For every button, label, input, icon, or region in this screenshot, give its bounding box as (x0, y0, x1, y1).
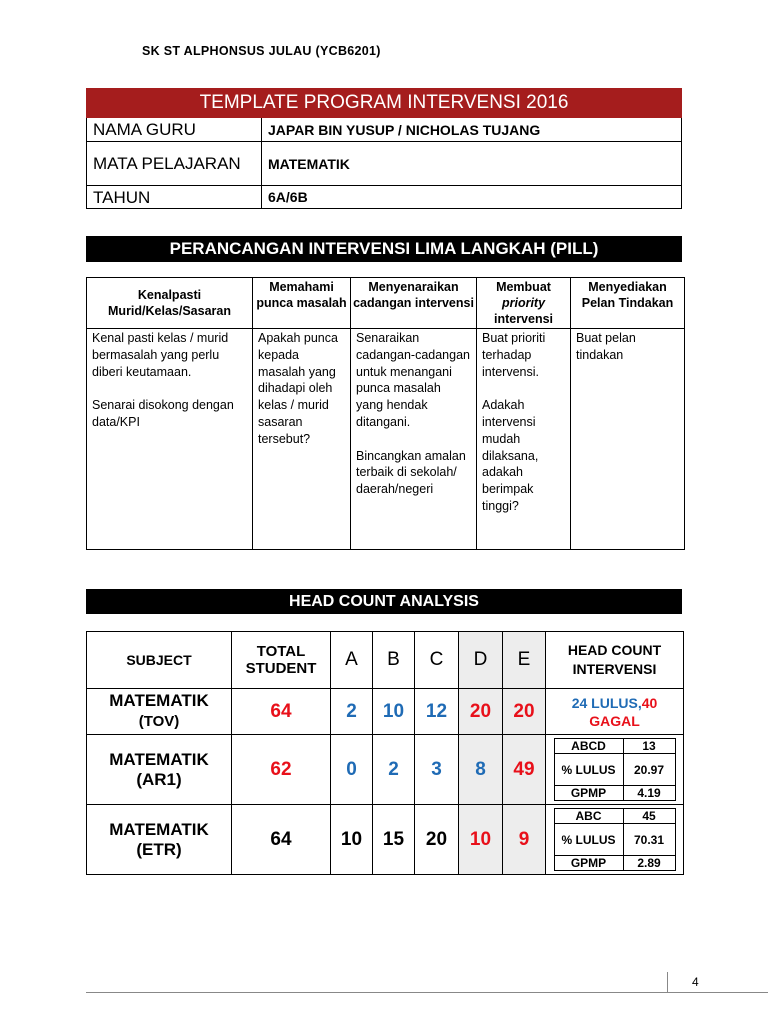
pill-cell (571, 329, 685, 550)
intervensi-cell (546, 805, 684, 875)
stat-value: 20.97 (623, 754, 675, 786)
intervensi-cell (546, 735, 684, 805)
subject-name: MATEMATIK (109, 819, 209, 839)
header-grade-b: B (373, 632, 415, 689)
value-mata-pelajaran: MATEMATIK (262, 142, 682, 186)
label-mata-pelajaran: MATA PELAJARAN (87, 142, 262, 186)
pill-table (86, 277, 685, 550)
table-row (87, 805, 684, 875)
total-cell: 64 (232, 689, 331, 735)
stat-key: ABC (554, 809, 623, 824)
grade-a-cell: 2 (331, 689, 373, 735)
grade-d-cell: 8 (459, 735, 503, 805)
pill-cell (477, 329, 571, 550)
value-nama-guru: JAPAR BIN YUSUP / NICHOLAS TUJANG (262, 118, 682, 142)
total-cell: 64 (232, 805, 331, 875)
pill-cell-text: Buat prioriti terhadap intervensi. Adakah intervensi mudah dilaksana, adakah berimpak tinggi? (482, 331, 546, 513)
header-grade-c: C (415, 632, 459, 689)
header-total-student: TOTAL STUDENT (232, 632, 331, 689)
stat-value: 2.89 (623, 856, 675, 871)
pill-header-membuat (477, 278, 571, 329)
pill-cell-text: Kenal pasti kelas / murid bermasalah yang perlu diberi keutamaan. Senarai disokong dengan data/KPI (92, 331, 234, 429)
header-subject: SUBJECT (87, 632, 232, 689)
header-head-count-intervensi: HEAD COUNT INTERVENSI (546, 632, 684, 689)
grade-c-cell: 12 (415, 689, 459, 735)
stats-table (554, 808, 676, 871)
label-nama-guru: NAMA GURU (87, 118, 262, 142)
headcount-table (86, 631, 684, 875)
intervensi-cell (546, 689, 684, 735)
pill-header-menyediakan: Menyediakan Pelan Tindakan (571, 278, 685, 329)
grade-b-cell: 10 (373, 689, 415, 735)
page-number: 4 (692, 975, 699, 989)
subject-cell (87, 689, 232, 735)
subject-cell (87, 805, 232, 875)
gagal-count: 40 (641, 694, 658, 711)
pill-cell (87, 329, 253, 550)
grade-e-cell: 20 (503, 689, 546, 735)
total-cell: 62 (232, 735, 331, 805)
footer-divider (86, 992, 768, 993)
headcount-title: HEAD COUNT ANALYSIS (86, 589, 682, 614)
school-name: SK ST ALPHONSUS JULAU (YCB6201) (142, 44, 381, 58)
pill-title: PERANCANGAN INTERVENSI LIMA LANGKAH (PILL) (86, 236, 682, 262)
grade-e-cell: 9 (503, 805, 546, 875)
pill-cell-text: Buat pelan tindakan (576, 331, 636, 362)
pill-cell-text: Senaraikan cadangan-cadangan untuk menangani punca masalah yang hendak ditangani. Bincangkan amalan terbaik di sekolah/ daerah/negeri (356, 331, 470, 497)
pill-header-membuat-b: priority (501, 296, 546, 310)
stat-key: % LULUS (554, 824, 623, 856)
header-grade-d: D (459, 632, 503, 689)
grade-e-cell: 49 (503, 735, 546, 805)
grade-d-cell: 20 (459, 689, 503, 735)
grade-c-cell: 20 (415, 805, 459, 875)
stat-value: 70.31 (623, 824, 675, 856)
stat-key: % LULUS (554, 754, 623, 786)
grade-b-cell: 2 (373, 735, 415, 805)
label-tahun: TAHUN (87, 186, 262, 209)
pill-header-kenalpasti: Kenalpasti Murid/Kelas/Sasaran (87, 278, 253, 329)
header-grade-e: E (503, 632, 546, 689)
stats-table (554, 738, 676, 801)
grade-b-cell: 15 (373, 805, 415, 875)
pill-header-menyenaraikan: Menyenaraikan cadangan intervensi (351, 278, 477, 329)
pill-cell (351, 329, 477, 550)
subject-sub: (AR1) (136, 769, 182, 789)
value-tahun: 6A/6B (262, 186, 682, 209)
stat-value: 4.19 (623, 786, 675, 801)
stat-key: ABCD (554, 739, 623, 754)
pill-header-membuat-a: Membuat (496, 280, 551, 294)
grade-c-cell: 3 (415, 735, 459, 805)
grade-a-cell: 10 (331, 805, 373, 875)
pill-cell-text: Apakah punca kepada masalah yang dihadapi oleh kelas / murid sasaran tersebut? (258, 331, 338, 446)
subject-name: MATEMATIK (109, 691, 209, 710)
subject-sub: (ETR) (136, 839, 182, 859)
subject-cell (87, 735, 232, 805)
subject-name: MATEMATIK (109, 749, 209, 769)
subject-sub: (TOV) (138, 713, 180, 730)
pill-header-memahami: Memahami punca masalah (253, 278, 351, 329)
stat-value: 13 (623, 739, 675, 754)
template-title: TEMPLATE PROGRAM INTERVENSI 2016 (87, 89, 682, 118)
gagal-label: GAGAL (589, 712, 640, 729)
lulus-count: 24 LULUS, (571, 694, 642, 711)
grade-a-cell: 0 (331, 735, 373, 805)
grade-d-cell: 10 (459, 805, 503, 875)
table-row (87, 735, 684, 805)
header-grade-a: A (331, 632, 373, 689)
pill-cell (253, 329, 351, 550)
template-info-table (86, 88, 682, 209)
pill-header-membuat-c: intervensi (493, 312, 554, 326)
stat-value: 45 (623, 809, 675, 824)
stat-key: GPMP (554, 856, 623, 871)
stat-key: GPMP (554, 786, 623, 801)
table-row (87, 689, 684, 735)
